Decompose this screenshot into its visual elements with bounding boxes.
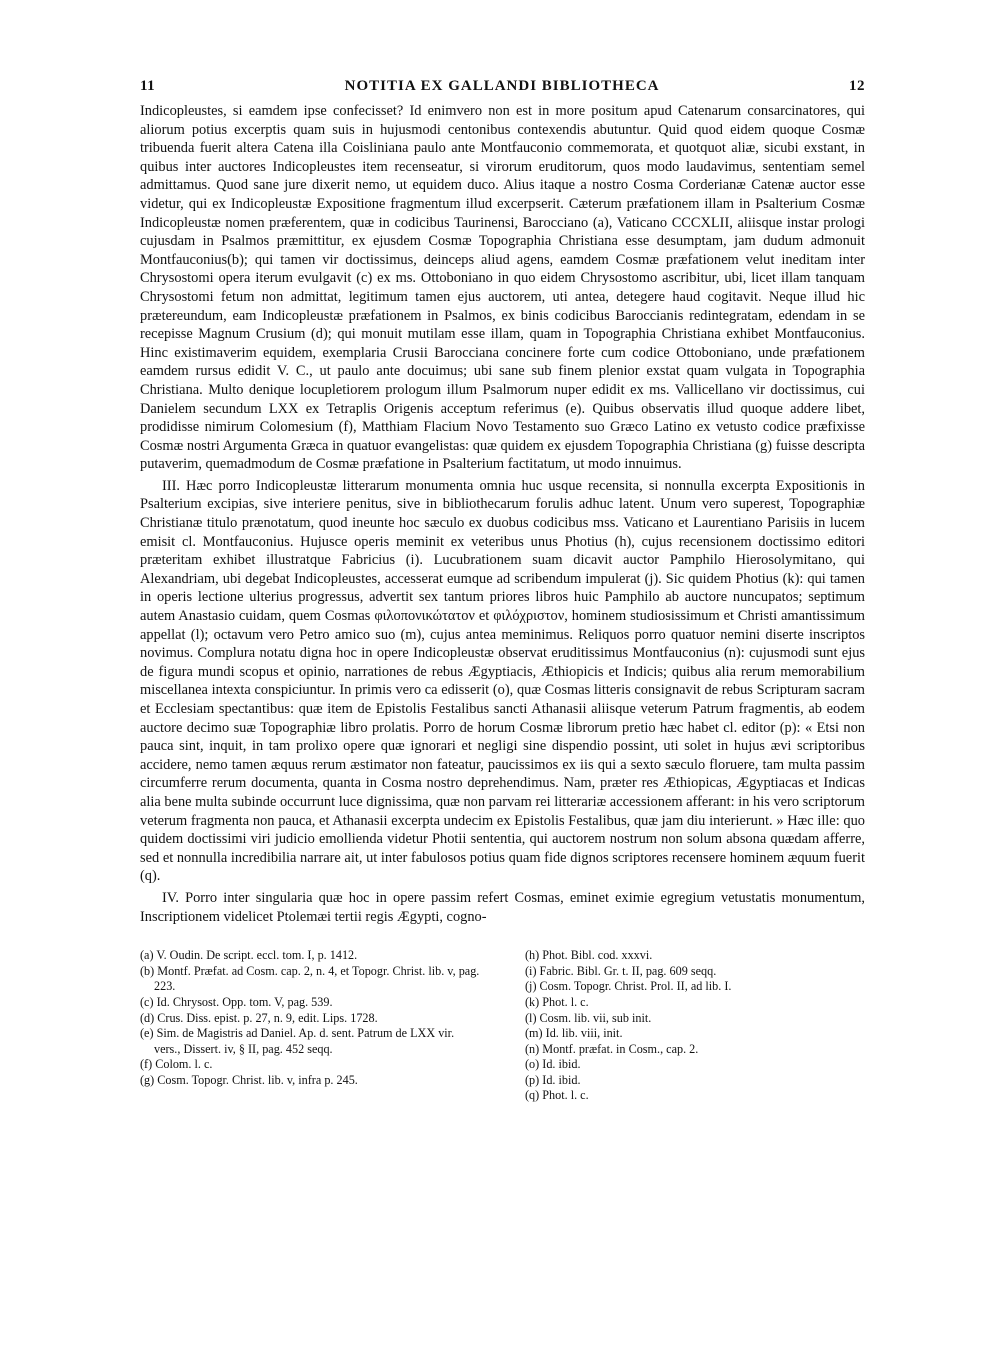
footnote-j: (j) Cosm. Topogr. Christ. Prol. II, ad lib. I.	[525, 979, 732, 994]
footnote-d: (d) Crus. Diss. epist. p. 27, n. 9, edit. Lips. 1728.	[140, 1010, 378, 1025]
running-title: NOTITIA EX GALLANDI BIBLIOTHECA	[344, 78, 660, 94]
right-page-number: 12	[848, 78, 865, 94]
footnote-i: (i) Fabric. Bibl. Gr. t. II, pag. 609 seqq.	[525, 963, 717, 978]
paragraph-section-iv: IV. Porro inter singularia quæ hoc in opere passim refert Cosmas, eminet eximie egregium vetustatis monumentum, Inscriptionem videlicet Ptolemæi tertii regis Ægypti, cogno-	[140, 889, 865, 925]
footnote-f: (f) Colom. l. c.	[140, 1057, 213, 1072]
footnote-n: (n) Montf. præfat. in Cosm., cap. 2.	[525, 1041, 699, 1056]
paragraph-continuation: Indicopleustes, si eamdem ipse confecisset? Id enimvero non est in more positum apud Catenarum consarcinatores, qui aliorum potius excerptis quam suis in hujusmodi centonibus contexendis abutuntur. Quid quod eidem quoque Cosmæ tribuenda fuerit altera Catena illa Coisliniana paulo ante Montfauconio commemorata, et quotquot aliæ, sicubi exstant, in quibus inter auctores Indicopleustes item recenseatur, si virorum eruditorum, quos modo laudavimus, sententiam semel admittamus. Quod sane jure dixerit nemo, ut equidem duco. Alius itaque a nostro Cosma Corderianæ Catenæ auctor esse videtur, qui ex Indicopleustæ Expositione fragmentum illud excerpserit. Cæterum præfationem illam in Psalterium Cosmæ Indicopleustæ nomen præferentem, quæ in codicibus Taurinensi, Barocciano (a), Vaticano CCCXLII, aliisque instar prologi cujusdam in Psalmos præmittitur, ex ejusdem Cosmæ Topographia Christiana esse desumptam, jam dudum admonuit Montfauconius(b); qui tamen vir doctissimus, deinceps aliud agens, eamdem Cosmæ præfationem velut ineditam inter Chrysostomi opera iterum evulgavit (c) ex ms. Ottoboniano in quo eidem Chrysostomo ascribitur, ubi, licet illam tanquam Chrysostomi fetum non admittat, legitimum tamen ejus auctorem, uti antea, detegere haud cogitavit. Neque illud hic prætereundum, eam Indicopleustæ præfationem in Psalmos, ex binis codicibus Baroccianis redintegratam, edendam in se recepisse Magnum Crusium (d); qui monuit mutilam esse illam, quam in Topographia Christiana exhibet Montfauconius. Hinc existimaverim equidem, exemplaria Crusii Barocciana concinere forte cum codice Ottoboniano, unde præfationem eamdem rursus edidit V. C., ut paulo ante docuimus; ubi sane sub finem plenior exstat quam vulgata in Topographia Christiana. Multo denique locupletiorem prologum illum Psalmorum nuper edidit ex ms. Vallicellano vir doctissimus, cui Danielem secundum LXX ex Tetraplis Origenis acceptum referimus (e). Quibus observatis illud quoque addere libet, prodidisse nimirum Colomesium (f), Matthiam Flacium Novo Testamento suo Græco Latino ex vetusto codice præfixisse Cosmæ nostri Argumenta Græca in quatuor evangelistas: quæ quidem ex ejusdem Topographia Christiana (g) fuisse descripta putaverim, quemadmodum de Cosmæ præfatione in Psalterium factitatum, ut modo innuimus.	[140, 103, 865, 473]
footnote-c: (c) Id. Chrysost. Opp. tom. V, pag. 539.	[140, 994, 333, 1009]
document-page	[140, 78, 865, 1104]
footnote-b: (b) Montf. Præfat. ad Cosm. cap. 2, n. 4, et Topogr. Christ. lib. v, pag. 223.	[140, 963, 480, 994]
body-text	[140, 102, 865, 926]
footnote-p: (p) Id. ibid.	[525, 1072, 581, 1087]
footnote-g: (g) Cosm. Topogr. Christ. lib. v, infra p. 245.	[140, 1072, 358, 1087]
footnote-l: (l) Cosm. lib. vii, sub init.	[525, 1010, 652, 1025]
running-head	[140, 78, 865, 100]
footnotes-left-column	[140, 948, 480, 1104]
footnote-k: (k) Phot. l. c.	[525, 994, 589, 1009]
footnotes	[140, 948, 865, 1104]
footnote-e: (e) Sim. de Magistris ad Daniel. Ap. d. sent. Patrum de LXX vir. vers., Dissert. iv, § II, pag. 452 seqq.	[140, 1026, 455, 1056]
left-page-number: 11	[140, 78, 156, 94]
footnote-q: (q) Phot. l. c.	[525, 1088, 589, 1103]
paragraph-section-iii: III. Hæc porro Indicopleustæ litterarum monumenta omnia huc usque recensita, si nonnulla excerpta Expositionis in Psalterium excipias, sive interiere penitus, sive in bibliothecarum forulis adhuc latent. Unum vero superest, Topographiæ Christianæ titulo prænotatum, quod ineunte hoc sæculo ex duobus codicibus mss. Vaticano et Laurentiano Parisiis in lucem emisit cl. Montfauconius. Hujusce operis meminit ex veteribus unus Photius (h), cujus recensionem doctissimo editori præteritam exhibet illustratque Fabricius (i). Lucubrationem suam dicavit auctor Pamphilo Hierosolymitano, qui Alexandriam, ubi degebat Indicopleustes, accesserat eumque ad scribendum impulerat (j). Sic quidem Photius (k): qui tamen in operis lectione ulterius progressus, advertit sex tantum priores libros huic Pamphilo ab auctore nuncupatos; septimum autem Anastasio cuidam, quem Cosmas φιλοπονικώτατον et φιλόχριστον, hominem studiosissimum et Christi amantissimum appellat (l); octavum vero Petro amico suo (m), cujus antea meminimus. Reliquos porro quatuor nemini diserte inscriptos novimus. Complura notatu digna hoc in opere Indicopleustæ observat eruditissimus Montfauconius (n): cujusmodi sunt ejus de figura mundi scopus et opinio, narrationes de rebus Ægyptiacis, Æthiopicis et Indicis; quibus alia rerum memorabilium miscellanea intexta conspiciuntur. In primis vero ca edisserit (o), quæ Cosmas litteris consignavit de rebus Scripturam sacram et Ecclesiam spectantibus: quæ item de Epistolis Festalibus sancti Athanasii aliisque veterum Patrum fragmentis, ab eodem auctore decimo suæ Topographiæ libro prolatis. Porro de horum Cosmæ librorum pretio hæc habet cl. editor (p): « Etsi non pauca sint, inquit, in tam prolixo opere quæ ignorari et negligi sine dispendio possint, uti solet in hujus ævi scriptoribus accidere, nemo tamen æquus rerum æstimator non fateatur, paucissimos ex iis qui a sexto sæculo floruere, tam multa passim circumferre rerum documenta, quanta in Cosma nostro deprehendimus. Nam, præter res Æthiopicas, Ægyptiacas et Indicas alia bene multa subinde occurrunt luce dignissima, quæ non parvam rei litterariæ accessionem afferant: in his vero scriptorum veterum fragmenta non pauca, et Athanasii excerpta undecim ex Epistolis Festalibus, quæ jam diu interierunt. » Hæc ille: quo quidem doctissimi viri judicio emollienda videtur Photii sententia, qui auctorem nostrum non solum absona quædam afferre, sed et nonnulla incredibilia narrare ait, ut inter fabulosos potius quam fide dignos scriptores recensere hominem æquum fuerit (q).	[140, 477, 865, 885]
footnote-h: (h) Phot. Bibl. cod. xxxvi.	[525, 948, 653, 963]
footnote-m: (m) Id. lib. viii, init.	[525, 1026, 623, 1041]
footnote-o: (o) Id. ibid.	[525, 1057, 581, 1072]
footnotes-right-column	[509, 948, 865, 1104]
footnote-a: (a) V. Oudin. De script. eccl. tom. I, p. 1412.	[140, 948, 358, 963]
